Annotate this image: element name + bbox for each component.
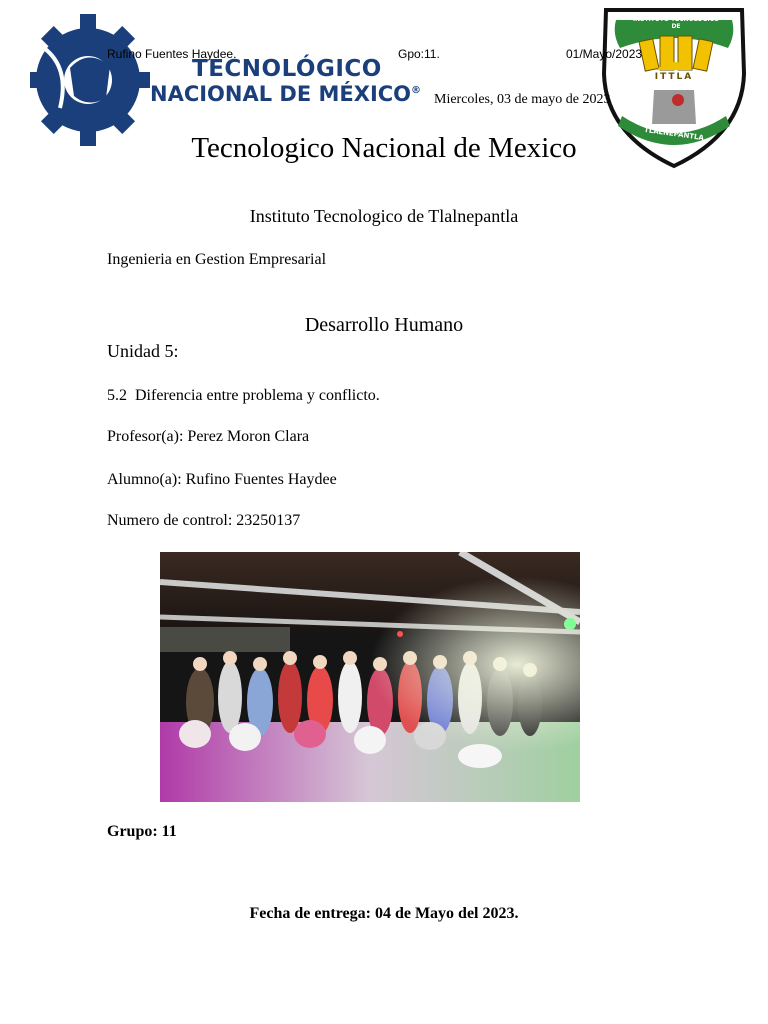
header-author: Rufino Fuentes Haydee. [107, 47, 237, 61]
tecnm-logo-text-1: TECNOLÓGICO [192, 56, 382, 82]
group-photo-image [160, 552, 580, 802]
tecnm-logo-text-2 [150, 82, 421, 106]
page-title: Tecnologico Nacional de Mexico [191, 132, 577, 164]
header-date: 01/Mayo/2023 [566, 47, 643, 61]
student-label: Alumno(a): Rufino Fuentes Haydee [107, 471, 337, 488]
control-number-label: Numero de control: 23250137 [107, 512, 301, 529]
delivery-date-label: Fecha de entrega: 04 de Mayo del 2023. [249, 905, 519, 922]
header-long-date: Miercoles, 03 de mayo de 2023 [434, 92, 611, 107]
professor-label: Profesor(a): Perez Moron Clara [107, 428, 310, 445]
itt-letters: ITTLA [654, 72, 694, 82]
topic-label: 5.2 Diferencia entre problema y conflicto. [107, 387, 380, 404]
itt-ring-bottom-text: TLALNEPANTLA [643, 125, 705, 143]
group-photo [160, 552, 580, 802]
header-group: Gpo:11. [398, 47, 440, 61]
unit-label: Unidad 5: [107, 341, 179, 361]
itt-ring-top-text: INSTITUTO TECNOLOGICO DE [632, 16, 720, 30]
tecnm-logo-text-2-main: NACIONAL DE MÉXICO [150, 82, 412, 106]
institute-name: Instituto Tecnologico de Tlalnepantla [249, 206, 519, 226]
subject-name: Desarrollo Humano [304, 314, 464, 336]
group-label: Grupo: 11 [107, 823, 177, 840]
career-name: Ingenieria en Gestion Empresarial [107, 251, 327, 268]
tecnm-logo-reg-mark: ® [411, 85, 422, 96]
